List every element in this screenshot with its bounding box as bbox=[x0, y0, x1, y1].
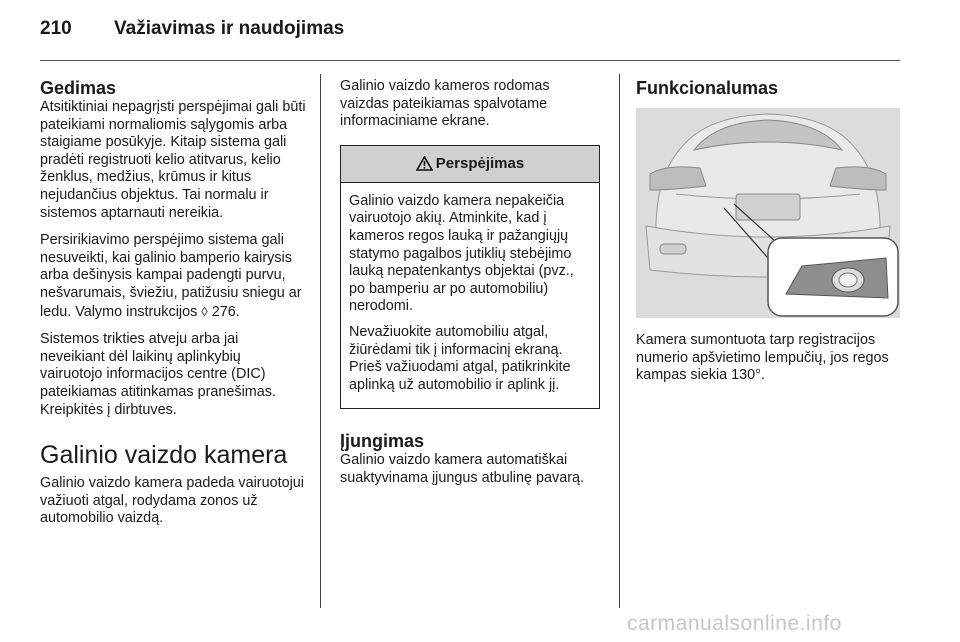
header-rule bbox=[40, 60, 900, 61]
warning-paragraph: Galinio vaizdo kamera nepakeičia vairuotojo akių. Atminkite, kad į kameros regos lauką ir pažangiųjų statymo pagalbos jutiklių stebėjimo lauką nepatenkantys objektai (pvz., po bamperiu ar po automobiliu) nerodomi. bbox=[349, 192, 574, 315]
middle-column bbox=[340, 78, 602, 498]
page-header bbox=[40, 18, 344, 40]
ijungimas-heading: Įjungimas bbox=[340, 431, 425, 452]
paragraph-cleaning-ref bbox=[40, 232, 306, 321]
column-divider-1 bbox=[320, 74, 321, 608]
paragraph: Galinio vaizdo kamera padeda vairuotojui važiuoti atgal, rodydama zonos už automobilio vaizdą. bbox=[40, 475, 304, 527]
page-ref-link[interactable]: 276. bbox=[207, 303, 240, 320]
left-column bbox=[40, 78, 306, 538]
page-number: 210 bbox=[40, 18, 72, 39]
caption-block bbox=[636, 332, 904, 395]
rear-camera-illustration bbox=[636, 108, 900, 318]
warning-title: Perspėjimas bbox=[435, 154, 525, 172]
paragraph: Galinio vaizdo kameros rodomas vaizdas pateikiamas spalvotame informaciniame ekrane. bbox=[340, 78, 550, 130]
paragraph: Galinio vaizdo kamera automatiškai suaktyvinama įjungus atbulinę pavarą. bbox=[340, 452, 584, 486]
column-divider-2 bbox=[619, 74, 620, 608]
right-column bbox=[636, 78, 904, 99]
funkcionalumas-heading: Funkcionalumas bbox=[636, 78, 779, 98]
warning-box bbox=[340, 145, 600, 410]
warning-triangle-icon bbox=[416, 156, 433, 171]
page-title: Važiavimas ir naudojimas bbox=[114, 18, 345, 39]
gedimas-heading: Gedimas bbox=[40, 78, 117, 98]
section-heading: Galinio vaizdo kamera bbox=[40, 441, 288, 470]
watermark: carmanualsonline.info bbox=[627, 612, 842, 635]
warning-paragraph: Nevažiuokite automobiliu atgal, žiūrėdami tik į informacinį ekraną. Prieš važiuodami atgal, patikrinkite aplinką už automobilio ir aplink jį. bbox=[349, 323, 571, 393]
paragraph: Sistemos trikties atveju arba jai neveikiant dėl laikinų aplinkybių vairuotojo informacijos centre (DIC) pateikiamas atitinkamas pranešimas. Kreipkitės į dirbtuves. bbox=[40, 331, 276, 418]
warning-body bbox=[341, 183, 599, 409]
warning-header bbox=[341, 146, 599, 183]
figure-caption: Kamera sumontuota tarp registracijos numerio apšvietimo lempučių, jos regos kampas siekia 130°. bbox=[636, 332, 889, 384]
paragraph: Atsitiktiniai nepagrįsti perspėjimai gali būti pateikiami normaliomis sąlygomis arba staigiame posūkyje. Kitaip sistema gali pradėti registruoti kelio atitvarus, kelio ženklus, medžius, krūmus ir kitus nejudančius objektus. Tai normalu ir sistemos aptarnauti nereikia. bbox=[40, 99, 306, 221]
page-ref-arrow-icon: ◊ bbox=[201, 303, 208, 319]
paragraph-text: Persirikiavimo perspėjimo sistema gali nesuveikti, kai galinio bamperio kairysis arba dešinysis kampai padengti purvu, nešvarumais, šviežiu, patižusiu sniegu ar ledu. Valymo instrukcijos bbox=[40, 232, 302, 320]
